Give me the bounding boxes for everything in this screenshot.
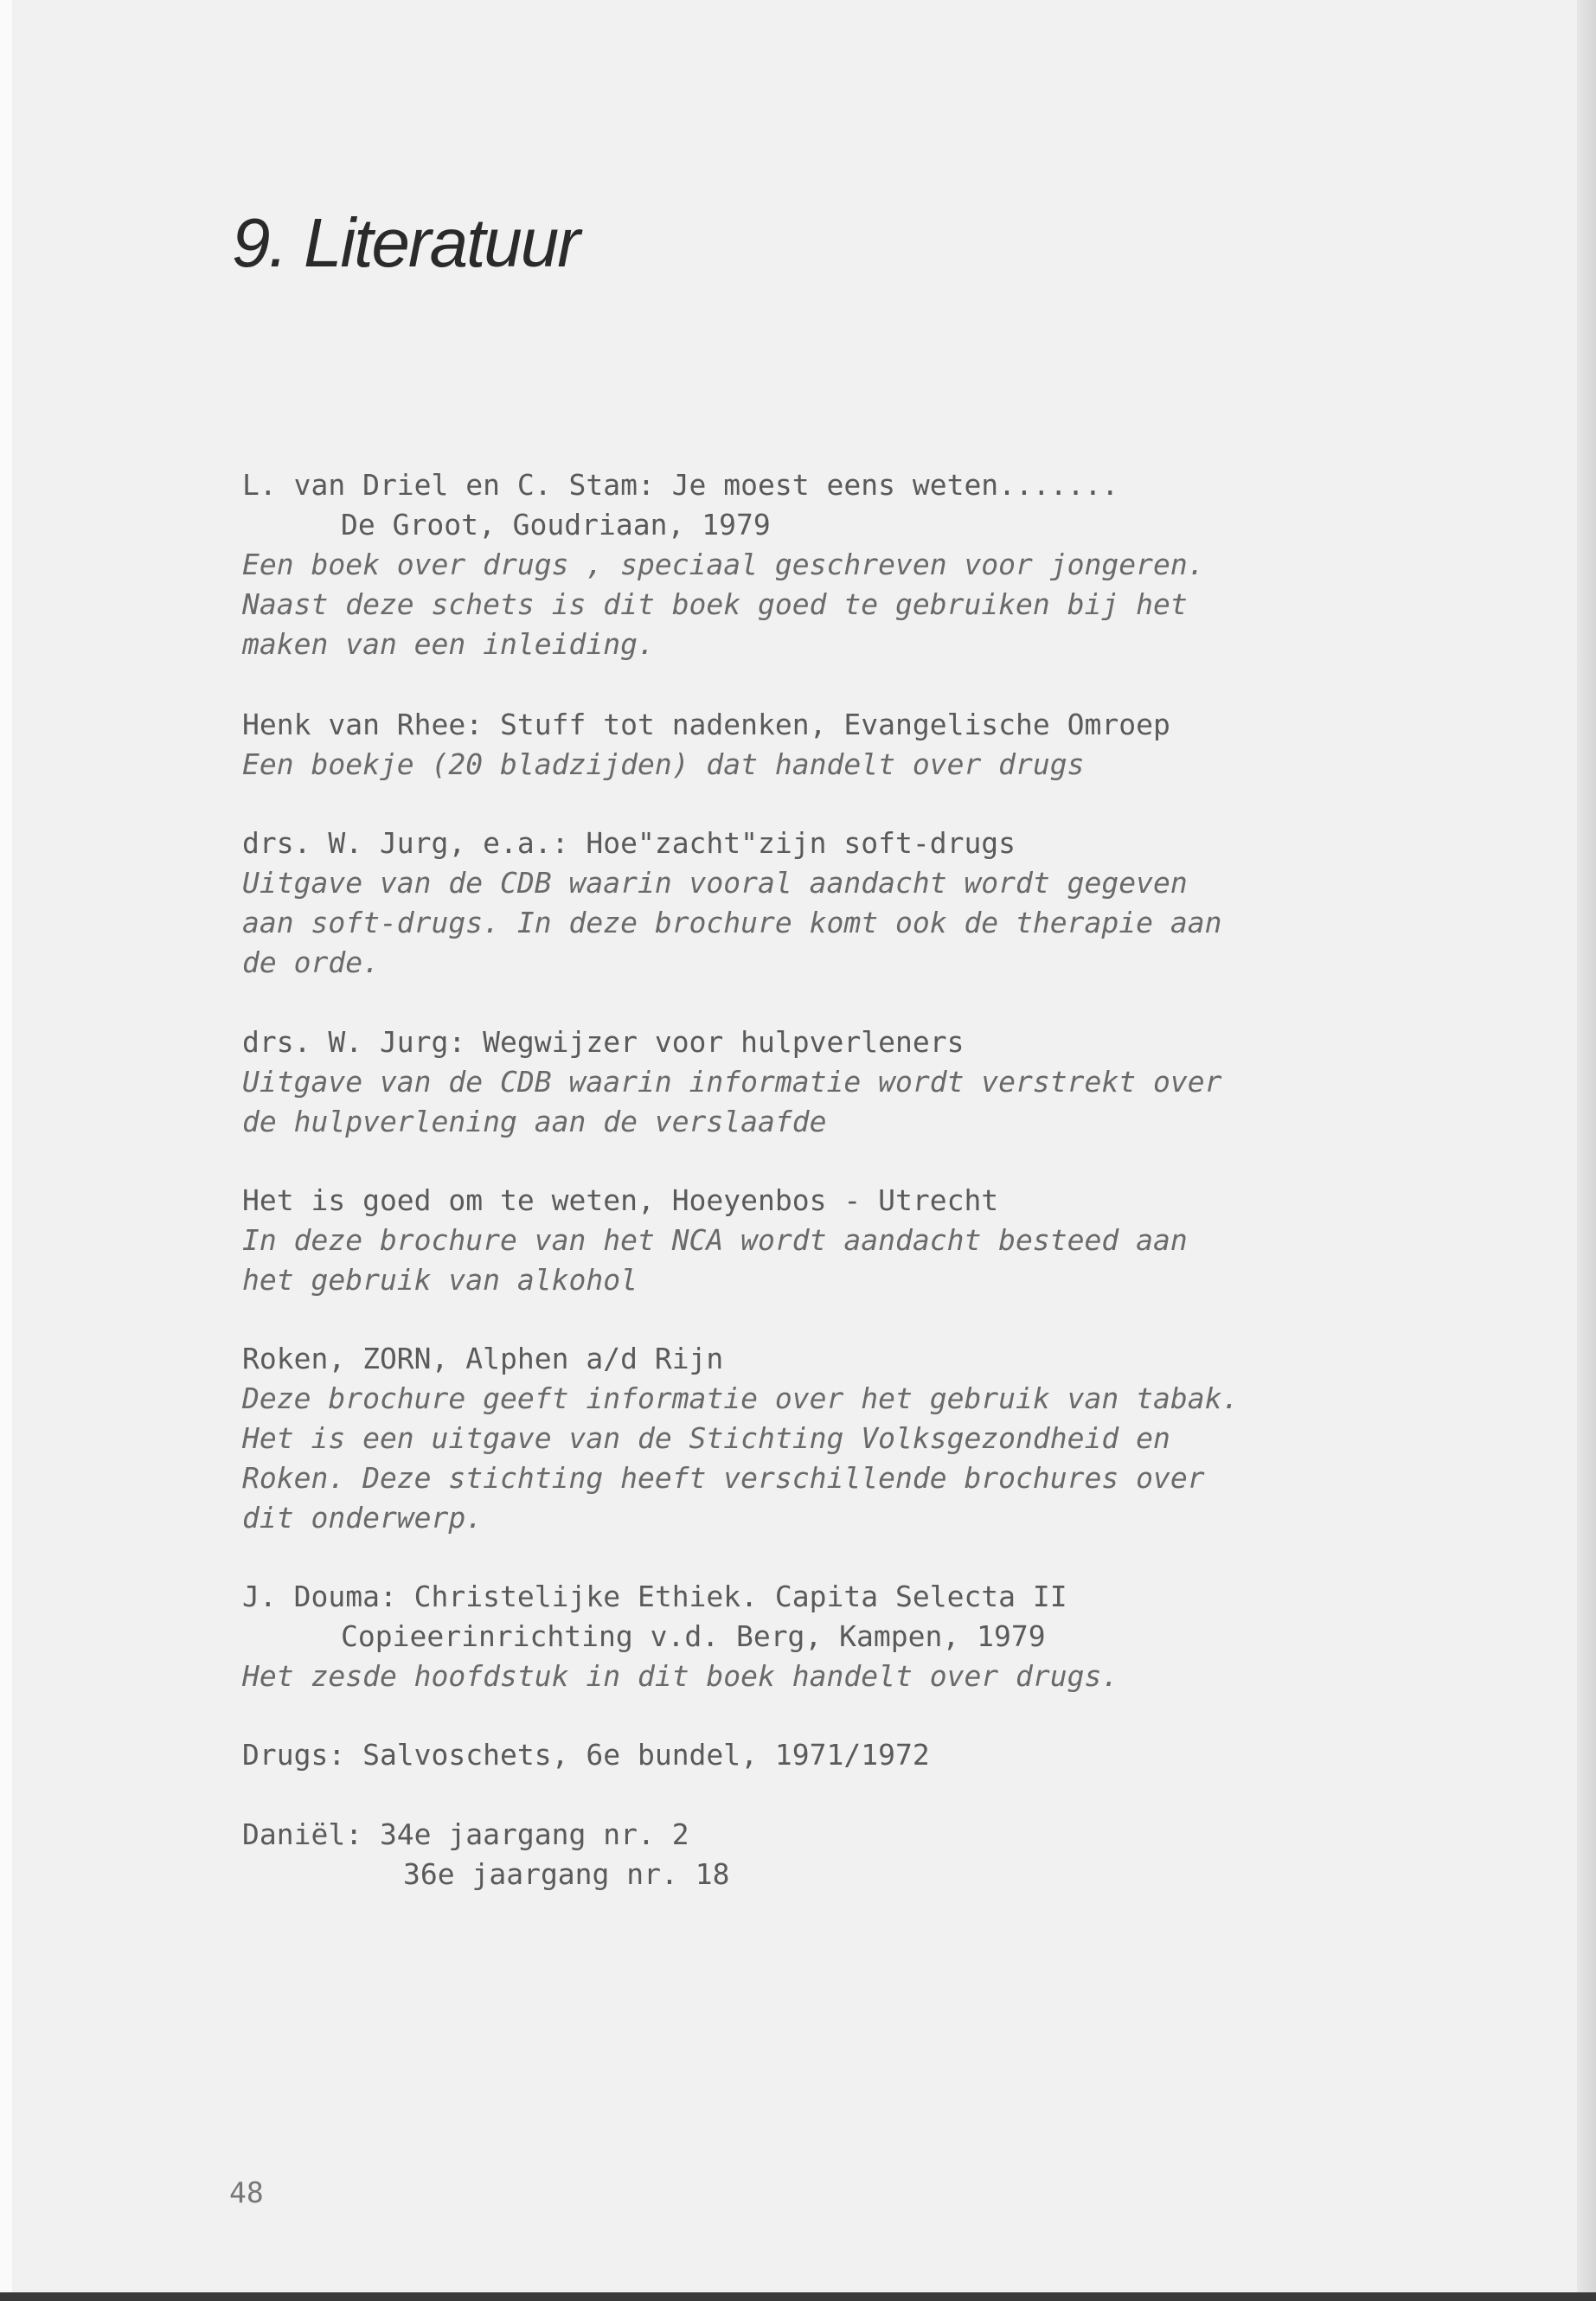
reference-entry — [242, 1181, 1427, 1300]
page-edge-left — [0, 0, 12, 2301]
reference-citation: Het is goed om te weten, Hoeyenbos - Utrecht — [242, 1183, 999, 1217]
reference-citation: Daniël: 34e jaargang nr. 2 — [242, 1817, 689, 1851]
reference-note: de orde. — [242, 945, 380, 979]
reference-note: Deze brochure geeft informatie over het gebruik van tabak. — [242, 1381, 1240, 1415]
reference-citation-continued: De Groot, Goudriaan, 1979 — [341, 508, 771, 542]
reference-citation-continued: 36e jaargang nr. 18 — [403, 1857, 730, 1891]
page-edge-right — [1577, 0, 1596, 2301]
reference-note: Een boekje (20 bladzijden) dat handelt over drugs — [242, 747, 1085, 781]
reference-entry — [242, 705, 1427, 785]
reference-entry — [242, 1815, 1427, 1894]
reference-note: Roken. Deze stichting heeft verschillende brochures over — [242, 1461, 1205, 1495]
reference-note: maken van een inleiding. — [242, 627, 655, 661]
reference-entry — [242, 1022, 1427, 1142]
reference-entry — [242, 824, 1427, 983]
reference-entry — [242, 1577, 1427, 1696]
reference-citation: L. van Driel en C. Stam: Je moest eens weten....... — [242, 468, 1119, 502]
reference-note: Uitgave van de CDB waarin vooral aandacht wordt gegeven — [242, 866, 1188, 900]
scan-bottom-edge — [0, 2292, 1596, 2301]
reference-note: de hulpverlening aan de verslaafde — [242, 1105, 827, 1138]
reference-note: Het is een uitgave van de Stichting Volksgezondheid en — [242, 1421, 1170, 1455]
reference-entry — [242, 1339, 1427, 1538]
reference-citation: drs. W. Jurg, e.a.: Hoe"zacht"zijn soft-drugs — [242, 826, 1016, 860]
reference-note: Uitgave van de CDB waarin informatie wordt verstrekt over — [242, 1065, 1222, 1099]
reference-note: Het zesde hoofdstuk in dit boek handelt over drugs. — [242, 1659, 1119, 1693]
reference-citation: Henk van Rhee: Stuff tot nadenken, Evangelische Omroep — [242, 708, 1170, 741]
reference-note: Naast deze schets is dit boek goed te gebruiken bij het — [242, 587, 1188, 621]
reference-entry — [242, 1735, 1427, 1775]
reference-citation: Drugs: Salvoschets, 6e bundel, 1971/1972 — [242, 1738, 930, 1772]
reference-citation: J. Douma: Christelijke Ethiek. Capita Selecta II — [242, 1580, 1067, 1613]
reference-entry — [242, 465, 1427, 664]
reference-note: aan soft-drugs. In deze brochure komt ook de therapie aan — [242, 906, 1222, 939]
page-number: 48 — [229, 2176, 264, 2209]
reference-citation: drs. W. Jurg: Wegwijzer voor hulpverleners — [242, 1025, 965, 1059]
reference-note: In deze brochure van het NCA wordt aandacht besteed aan — [242, 1223, 1188, 1257]
page-title: 9. Literatuur — [232, 204, 579, 281]
reference-citation: Roken, ZORN, Alphen a/d Rijn — [242, 1342, 724, 1375]
reference-note: Een boek over drugs , speciaal geschreven voor jongeren. — [242, 548, 1205, 581]
reference-note: dit onderwerp. — [242, 1501, 484, 1535]
reference-citation-continued: Copieerinrichting v.d. Berg, Kampen, 1979 — [341, 1619, 1046, 1653]
reference-note: het gebruik van alkohol — [242, 1263, 638, 1297]
